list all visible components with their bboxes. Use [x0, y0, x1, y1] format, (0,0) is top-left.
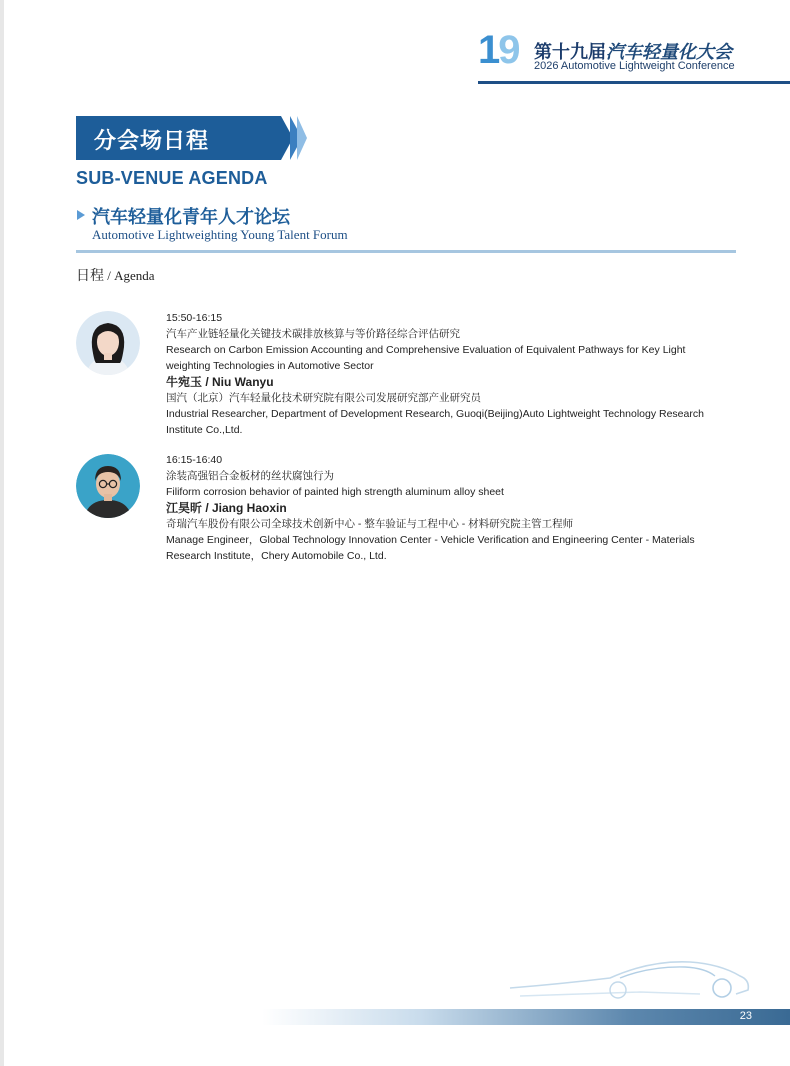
agenda-entry: [166, 452, 746, 564]
agenda-entry: [166, 310, 746, 438]
agenda-label: [76, 265, 155, 285]
conference-logo: [474, 26, 774, 86]
entry-title-cn: 汽车产业链轻量化关键技术碳排放核算与等价路径综合评估研究: [166, 328, 460, 340]
section-banner: [76, 116, 281, 160]
page-number: 23: [739, 1010, 752, 1022]
logo-number: [478, 28, 519, 73]
logo-digit-1: 1: [478, 28, 499, 72]
header-rule: [478, 81, 790, 84]
agenda-label-en: Agenda: [114, 268, 155, 283]
forum-rule: [76, 250, 736, 253]
entry-title-cn: 涂装高强铝合金板材的丝状腐蚀行为: [166, 470, 334, 482]
speaker-affiliation-en: Manage Engineer，Global Technology Innovation Center - Vehicle Verification and Engineering Center - Materials: [166, 534, 695, 546]
speaker-photo: [76, 454, 140, 518]
section-title-cn: 分会场日程: [94, 129, 210, 154]
logo-title-cn-plain: 第十九届: [534, 42, 606, 63]
speaker-affiliation-en: Industrial Researcher, Department of Development Research, Guoqi(Beijing)Auto Lightweight Technology Research: [166, 408, 704, 420]
forum-bullet-icon: [77, 210, 85, 220]
entry-title-en: Research on Carbon Emission Accounting and Comprehensive Evaluation of Equivalent Pathways for Key Light: [166, 344, 686, 356]
footer-bar: [262, 1009, 790, 1025]
speaker-affiliation-cn: 国汽（北京）汽车轻量化技术研究院有限公司发展研究部产业研究员: [166, 392, 481, 404]
speaker-affiliation-en-cont: Institute Co.,Ltd.: [166, 424, 243, 436]
agenda-label-sep: /: [104, 268, 115, 283]
banner-chevron: [297, 116, 307, 160]
speaker-photo: [76, 311, 140, 375]
forum-title-en: Automotive Lightweighting Young Talent Forum: [92, 227, 348, 242]
entry-title-en-cont: weighting Technologies in Automotive Sector: [166, 360, 374, 372]
logo-title-cn-highlight: 汽车轻量化大会: [606, 42, 732, 63]
entry-title-en: Filiform corrosion behavior of painted high strength aluminum alloy sheet: [166, 486, 504, 498]
page-edge: [0, 0, 4, 1066]
section-title-en: SUB-VENUE AGENDA: [76, 168, 268, 188]
speaker-name: 牛宛玉 / Niu Wanyu: [166, 375, 274, 389]
speaker-name: 江昊昕 / Jiang Haoxin: [166, 501, 287, 515]
logo-title-en: 2026 Automotive Lightweight Conference: [534, 60, 735, 72]
speaker-affiliation-cn: 奇瑞汽车股份有限公司全球技术创新中心 - 整车验证与工程中心 - 材料研究院主管工程师: [166, 518, 574, 530]
car-outline-icon: [500, 950, 760, 1010]
forum-title-cn: 汽车轻量化青年人才论坛: [92, 207, 290, 228]
agenda-label-cn: 日程: [76, 268, 104, 284]
speaker-affiliation-en-cont: Research Institute，Chery Automobile Co., Ltd.: [166, 550, 387, 562]
entry-time: 15:50-16:15: [166, 312, 223, 324]
logo-digit-9: 9: [498, 28, 519, 72]
entry-time: 16:15-16:40: [166, 454, 223, 466]
